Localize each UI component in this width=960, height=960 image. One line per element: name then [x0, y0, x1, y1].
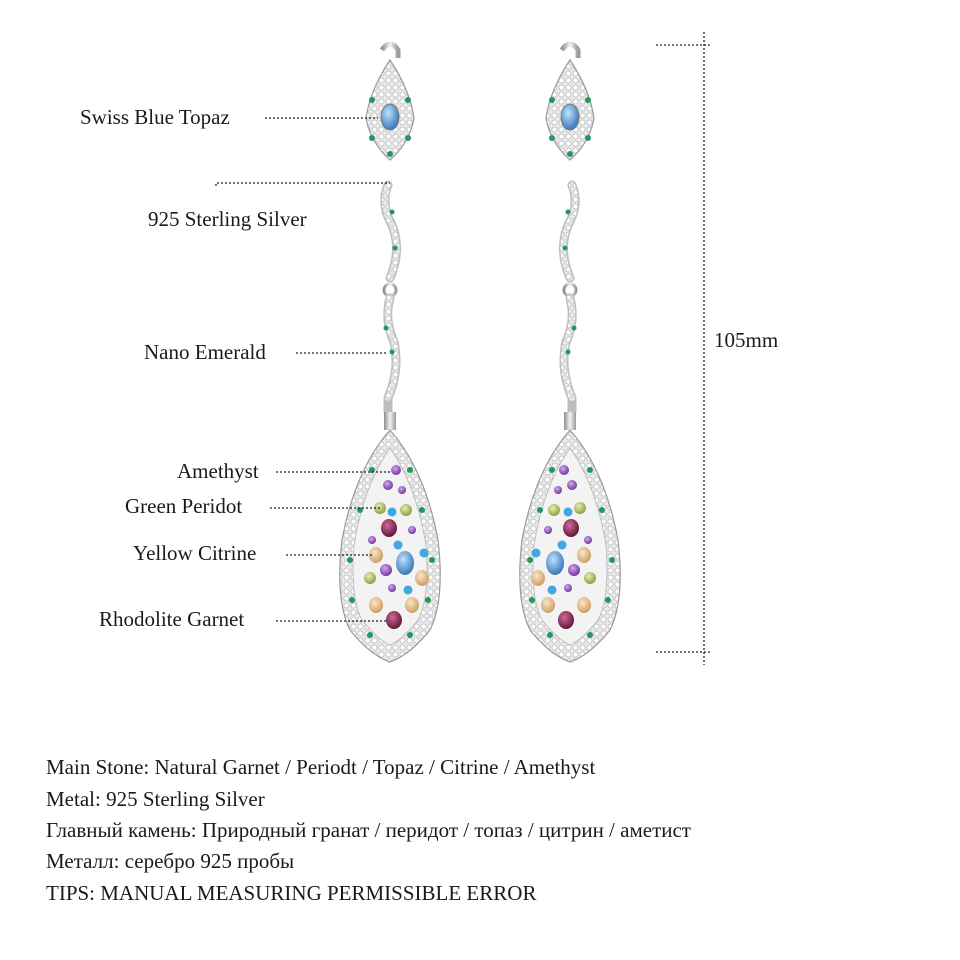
spec-tips: TIPS: MANUAL MEASURING PERMISSIBLE ERROR	[46, 881, 537, 905]
spec-main-stone: Main Stone: Natural Garnet / Periodt / Topaz / Citrine / Amethyst	[46, 755, 596, 779]
spec-metal: Metal: 925 Sterling Silver	[46, 787, 265, 811]
label-green-peridot: Green Peridot	[125, 494, 243, 518]
label-swiss-blue-topaz: Swiss Blue Topaz	[80, 105, 230, 129]
spec-main-stone-ru: Главный камень: Природный гранат / перидот / топаз / цитрин / аметист	[46, 818, 691, 842]
label-yellow-citrine: Yellow Citrine	[133, 541, 257, 565]
dimension-label: 105mm	[714, 328, 779, 352]
left-earring	[340, 44, 440, 662]
label-nano-emerald: Nano Emerald	[144, 340, 266, 364]
right-earring	[520, 44, 620, 662]
dimension-marker	[656, 32, 712, 665]
label-sterling-silver: 925 Sterling Silver	[148, 207, 307, 231]
label-amethyst: Amethyst	[177, 459, 259, 483]
leader-sterling-silver	[216, 183, 390, 186]
label-rhodolite-garnet: Rhodolite Garnet	[99, 607, 245, 631]
spec-metal-ru: Металл: серебро 925 пробы	[46, 849, 295, 873]
